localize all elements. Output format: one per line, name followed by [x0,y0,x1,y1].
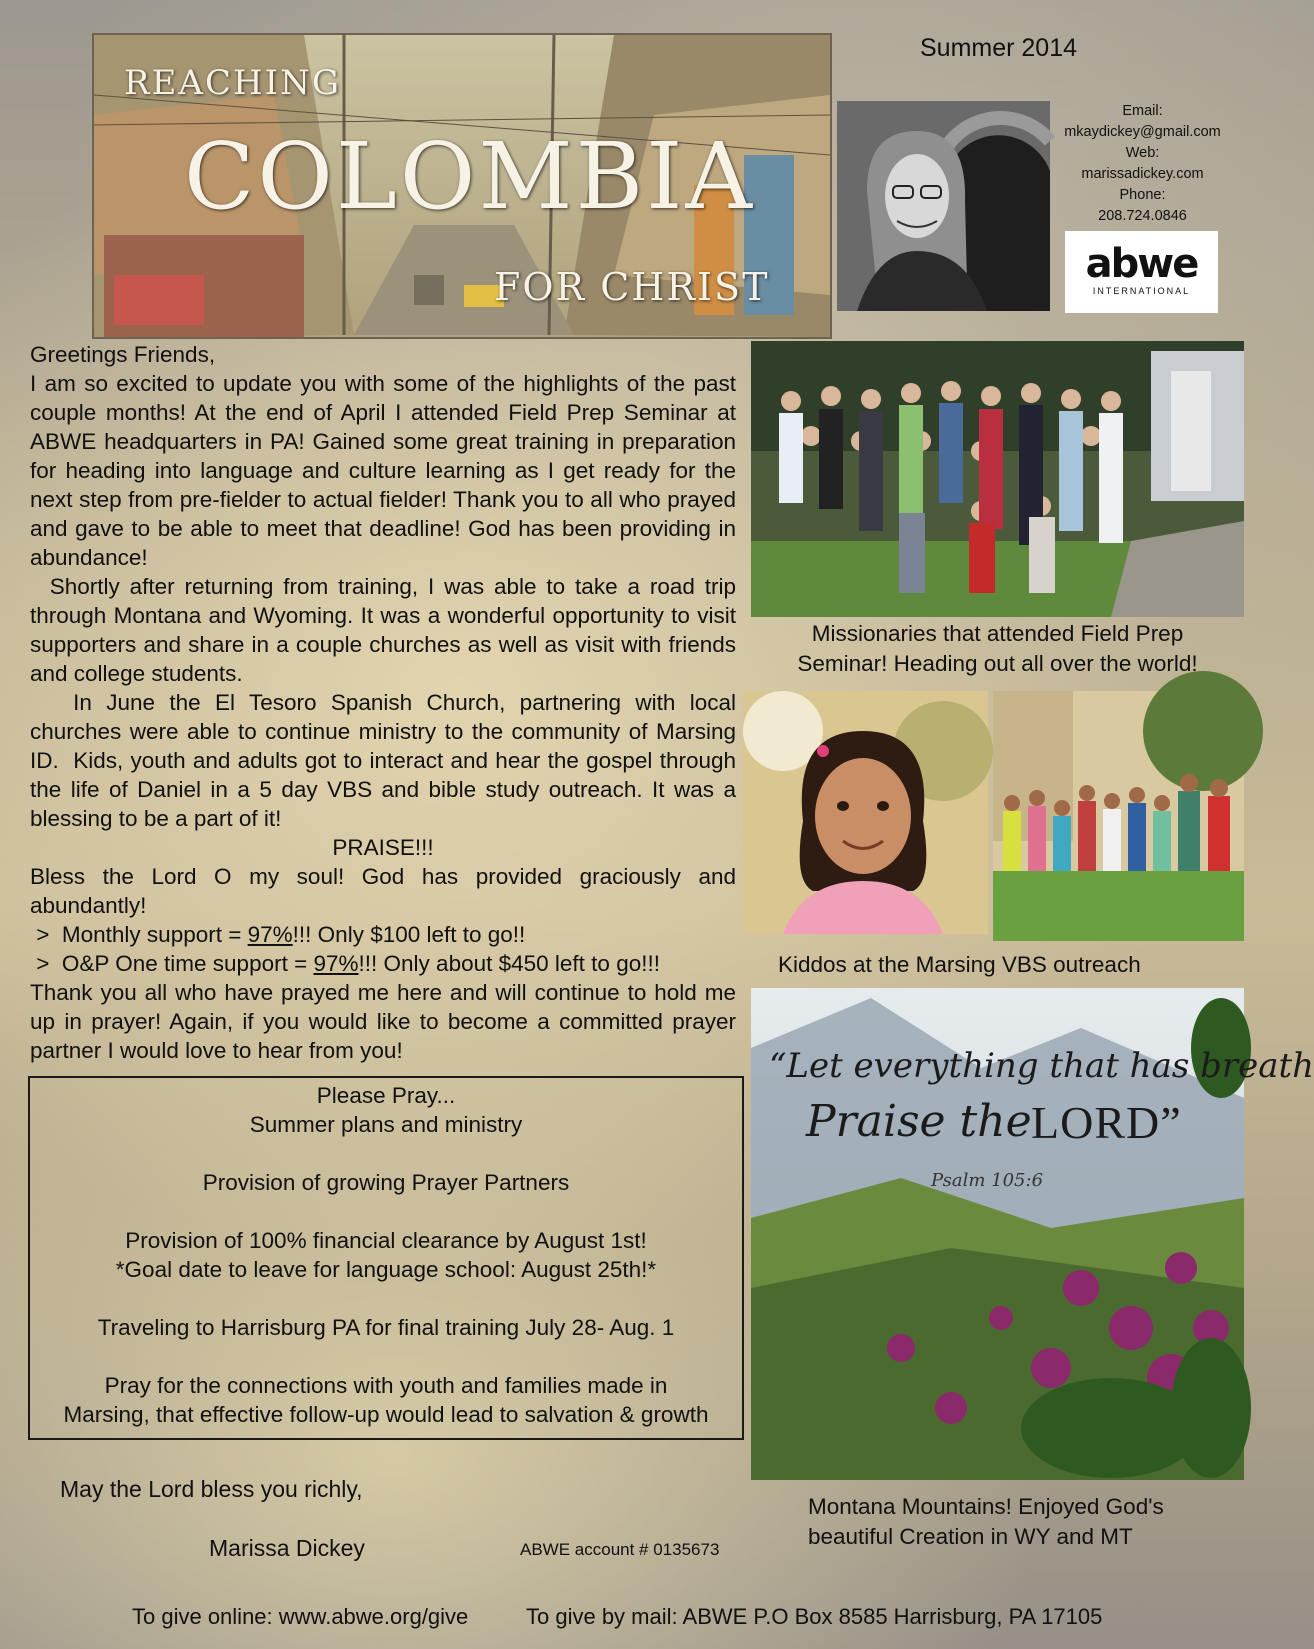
web-link[interactable]: marissadickey.com [1081,166,1204,182]
banner-reaching-text: REACHING [124,63,341,103]
mountain-photo-caption [808,1492,1164,1552]
signature-name: Marissa Dickey [209,1535,365,1561]
account-number: ABWE account # 0135673 [520,1540,720,1559]
prayer-item: Provision of 100% financial clearance by August 1st! [125,1228,647,1253]
paragraph-field-prep: I am so excited to update you with some of the highlights of the past couple months! At the end of April I attended Field Prep Seminar at ABWE headquarters in PA! Gained some great training in preparation for heading into language and culture learning as I get ready for the next step from pre-fielder to actual fielder! Thank you to all who prayed and gave to be able to meet that deadline! God has been providing in abundance! [30,371,736,570]
verse-line-2: Praise the [806,1096,1032,1147]
portrait-photo [837,101,1050,311]
banner-colombia-title: COLOMBIA [184,123,755,230]
phone-label: Phone: [1119,187,1166,203]
letter-body [30,340,743,1065]
monthly-support-line [30,920,736,949]
verse-line-1: “Let everything that has breath [769,1046,1314,1086]
prayer-item: *Goal date to leave for language school: August 25th!* [115,1257,657,1282]
banner-for-christ-text: FOR CHRIST [494,265,770,309]
verse-lord: LORD” [1031,1097,1182,1148]
prayer-item: Traveling to Harrisburg PA for final training July 28- Aug. 1 [97,1315,675,1340]
web-label: Web: [1125,145,1160,161]
monthly-support-remaining: !!! Only $100 left to go!! [292,922,526,947]
paragraph-praise: Bless the Lord O my soul! God has provided graciously and abundantly! [30,864,736,918]
group-photo-caption [751,619,1244,679]
give-by-mail-address: To give by mail: ABWE P.O Box 8585 Harrisburg, PA 17105 [526,1604,1103,1629]
header-banner [92,33,832,339]
prayer-heading: Please Pray... [316,1083,456,1108]
abwe-logo [1065,231,1218,313]
verse-reference: Psalm 105:6 [931,1170,1044,1191]
mountain-verse-image [751,988,1314,1480]
abwe-logo-word: abwe [1085,241,1198,287]
email-link[interactable]: mkaydickey@gmail.com [1064,124,1221,140]
onetime-support-label: > O&P One time support = [30,951,314,976]
missionaries-group-photo [751,341,1244,617]
monthly-support-percent: 97% [247,922,293,947]
kids-photo-caption: Kiddos at the Marsing VBS outreach [778,952,1141,977]
abwe-logo-subtitle: INTERNATIONAL [1092,286,1191,296]
paragraph-vbs: In June the El Tesoro Spanish Church, partnering with local churches were able to continue ministry to the community of Marsing ID. Kids, youth and adults got to interact and hear the gospel through the life of Daniel in a 5 day VBS and bible study outreach. It was a blessing to be a part of it! [30,690,743,831]
prayer-item: Marsing, that effective follow-up would lead to salvation & growth [63,1402,709,1427]
contact-info [1055,101,1230,227]
prayer-item: Pray for the connections with youth and families made in [104,1373,668,1398]
give-online-link[interactable]: To give online: www.abwe.org/give [132,1604,469,1629]
prayer-requests-box [28,1076,744,1440]
group-caption-line: Seminar! Heading out all over the world! [797,651,1198,676]
newsletter-date: Summer 2014 [920,34,1078,62]
phone-number: 208.724.0846 [1098,208,1187,224]
girl-portrait-photo [743,691,988,934]
onetime-support-remaining: !!! Only about $450 left to go!!! [358,951,660,976]
mountain-caption-line: beautiful Creation in WY and MT [808,1524,1133,1549]
paragraph-road-trip: Shortly after returning from training, I was able to take a road trip through Montana and Wyoming. It was a wonderful opportunity to visit supporters and share in a couple churches as well as visit with friends and college students. [30,574,743,686]
onetime-support-percent: 97% [313,951,359,976]
praise-heading: PRAISE!!! [332,835,434,860]
prayer-item: Provision of growing Prayer Partners [202,1170,570,1195]
mountain-caption-line: Montana Mountains! Enjoyed God's [808,1494,1164,1519]
paragraph-thanks: Thank you all who have prayed me here and will continue to hold me up in prayer! Again, if you would like to become a committed prayer partner I would love to hear from you! [30,980,736,1063]
prayer-item: Summer plans and ministry [249,1112,523,1137]
email-label: Email: [1122,103,1163,119]
monthly-support-label: > Monthly support = [30,922,248,947]
onetime-support-line [30,949,736,978]
greeting: Greetings Friends, [30,342,216,367]
vbs-kids-group-photo [993,691,1244,941]
group-caption-line: Missionaries that attended Field Prep [811,621,1184,646]
closing-line: May the Lord bless you richly, [60,1476,363,1502]
